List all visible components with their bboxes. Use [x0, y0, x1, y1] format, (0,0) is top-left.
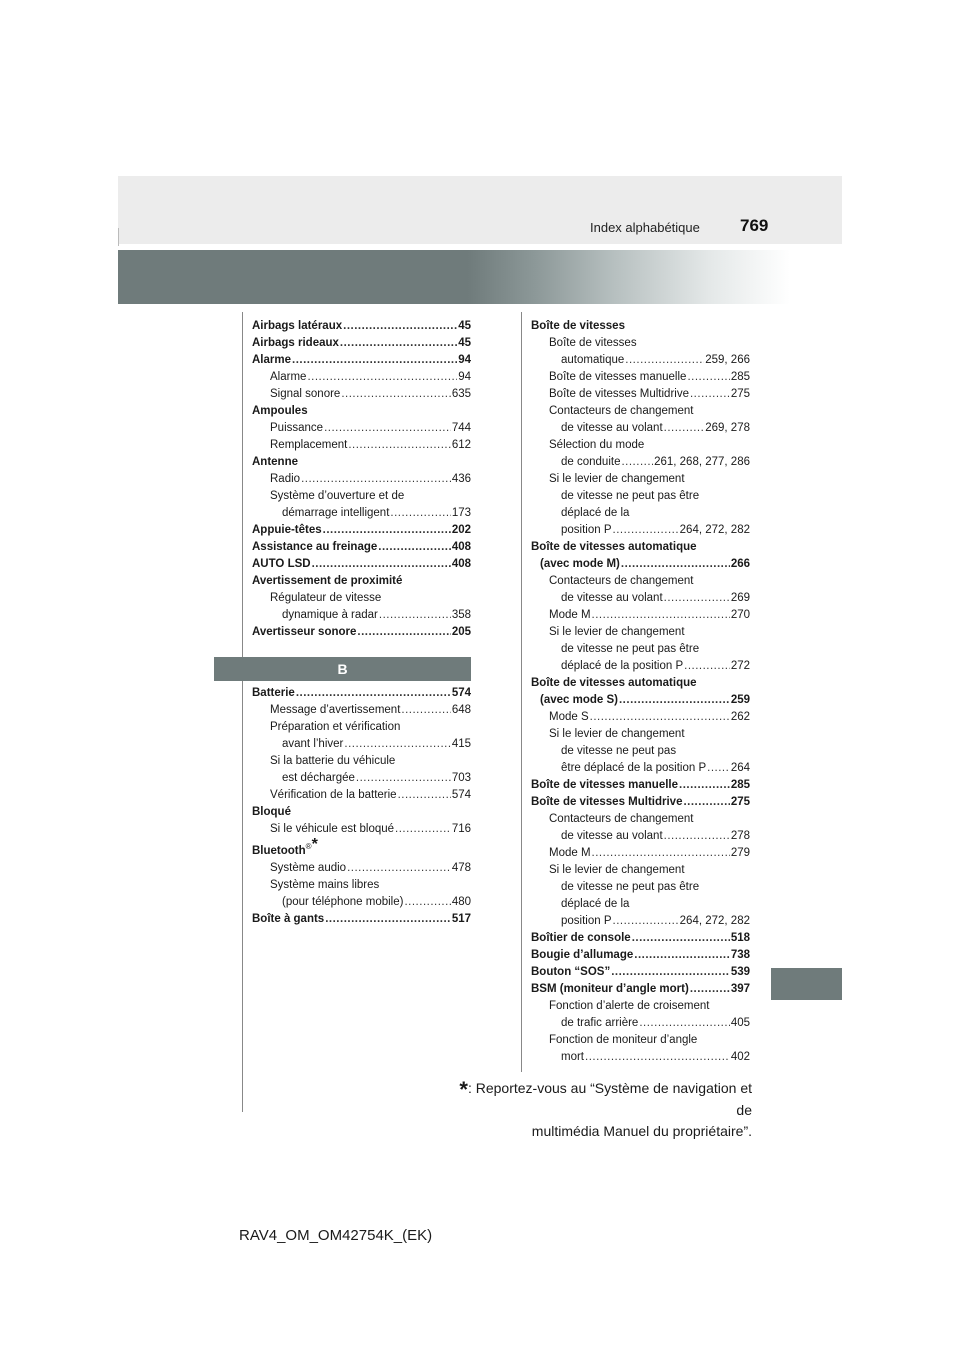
footnote-line-2: multimédia Manuel du propriétaire”.	[531, 1123, 752, 1139]
index-entry-label: avant l’hiver	[282, 738, 344, 750]
index-entry	[252, 624, 471, 641]
index-entry-label: Signal sonore	[270, 388, 341, 400]
index-entry-label: Bloqué	[252, 806, 291, 818]
index-entry	[531, 488, 750, 505]
index-entry-label: Bluetooth	[252, 844, 306, 857]
index-entry-label: de vitesse ne peut pas	[561, 745, 677, 757]
index-entry-label: Si le levier de changement	[549, 728, 685, 740]
index-entry-label: AUTO LSD	[252, 558, 311, 570]
index-entry-label: Airbags rideaux	[252, 337, 339, 349]
index-entry-label: Radio	[270, 473, 301, 485]
dot-leader	[379, 607, 451, 624]
index-entry-page: 275	[730, 388, 750, 400]
index-entry	[252, 505, 471, 522]
index-entry	[531, 1049, 750, 1066]
dot-leader	[690, 386, 730, 403]
index-entry	[531, 845, 750, 862]
index-entry-label: Boîte de vitesses manuelle	[531, 779, 679, 791]
dot-leader	[690, 981, 730, 998]
index-entry-label: Antenne	[252, 456, 298, 468]
index-entry-page: 405	[730, 1017, 750, 1029]
index-entry-page: 45	[458, 337, 471, 349]
index-entry	[252, 894, 471, 911]
index-entry-page: 261, 268, 277, 286	[654, 456, 750, 468]
dot-leader	[343, 318, 457, 335]
index-entry-page: 397	[730, 983, 750, 995]
index-entry-page: 259	[730, 694, 750, 706]
index-entry-label: Boîte à gants	[252, 912, 325, 925]
index-entry	[252, 736, 471, 753]
index-entry	[531, 403, 750, 420]
index-entry-page: 279	[730, 847, 750, 859]
index-entry-label: Si le levier de changement	[549, 473, 685, 485]
dot-leader	[357, 624, 450, 641]
index-entry-page: 45	[458, 320, 471, 332]
index-entry	[531, 658, 750, 675]
index-entry-label: est déchargée	[282, 772, 355, 784]
index-entry-label: Fonction de moniteur d’angle	[549, 1034, 698, 1046]
footnote-star-marker: *	[311, 836, 318, 853]
dot-leader	[613, 522, 679, 539]
index-entry-page: 648	[451, 704, 471, 716]
index-entry-page: 612	[451, 439, 471, 451]
index-entry-label: Boîte de vitesses Multidrive	[531, 796, 683, 808]
index-entry-label: de vitesse au volant	[561, 592, 663, 604]
index-entry-label: Système audio	[270, 861, 347, 874]
dot-leader	[590, 709, 730, 726]
dot-leader	[307, 369, 457, 386]
index-entry	[531, 556, 750, 573]
index-entry-label: Message d’avertissement	[270, 704, 401, 716]
dot-leader	[621, 556, 730, 573]
index-entry-page: 262	[730, 711, 750, 723]
index-entry	[252, 369, 471, 386]
index-entry-page: 205	[451, 626, 471, 638]
index-entry	[531, 981, 750, 998]
index-entry-label: démarrage intelligent	[282, 507, 390, 519]
dot-leader	[639, 1015, 729, 1032]
index-entry-page: 358	[451, 609, 471, 621]
index-entry	[531, 641, 750, 658]
index-entry-label: position P	[561, 915, 612, 927]
index-entry	[531, 947, 750, 964]
index-entry	[531, 896, 750, 913]
index-entry-label: Remplacement	[270, 439, 348, 451]
index-entry-label: de conduite	[561, 456, 621, 468]
index-entry-label: (avec mode M)	[540, 558, 620, 570]
dot-leader	[585, 1049, 730, 1066]
index-entry-page: 278	[730, 830, 750, 842]
index-entry	[531, 794, 750, 811]
dot-leader	[395, 821, 451, 838]
index-entry	[252, 838, 471, 860]
index-entry	[252, 590, 471, 607]
index-entry	[252, 335, 471, 352]
index-entry-label: Sélection du mode	[549, 439, 645, 451]
dot-leader	[292, 352, 457, 369]
dot-leader	[684, 658, 730, 675]
index-column-left	[252, 318, 471, 641]
index-entry-page: 269, 278	[705, 422, 750, 434]
section-letter-b: B	[214, 657, 471, 681]
index-entry-page: 408	[451, 541, 471, 553]
index-entry	[252, 488, 471, 505]
index-entry	[252, 860, 471, 877]
index-entry-page: 270	[730, 609, 750, 621]
index-entry-label: Mode M	[549, 609, 591, 621]
index-entry	[252, 702, 471, 719]
chapter-tab	[771, 968, 842, 1000]
index-entry-page: 738	[730, 949, 750, 961]
index-entry-label: Si la batterie du véhicule	[270, 755, 396, 767]
index-entry-page: 574	[451, 789, 471, 801]
index-entry-page: 264, 272, 282	[679, 524, 750, 536]
index-entry-label: Boîte de vitesses automatique	[531, 677, 697, 689]
index-entry-label: Système d’ouverture et de	[270, 490, 405, 502]
index-entry-label: Contacteurs de changement	[549, 813, 694, 825]
index-entry	[531, 454, 750, 471]
index-entry-label: de vitesse ne peut pas être	[561, 643, 700, 655]
index-entry	[252, 454, 471, 471]
index-entry-label: Si le levier de changement	[549, 626, 685, 638]
index-entry-label: Boîte de vitesses automatique	[531, 541, 697, 553]
index-entry-label: position P	[561, 524, 612, 536]
index-entry	[252, 719, 471, 736]
index-entry	[531, 726, 750, 743]
dot-leader	[347, 860, 451, 877]
footnote	[440, 1078, 752, 1142]
dot-leader	[401, 702, 450, 719]
footnote-line-1: : Reportez-vous au “Système de navigation et de	[467, 1080, 752, 1118]
dot-leader	[378, 539, 451, 556]
column-rule-left	[242, 312, 243, 1112]
index-entry-label: être déplacé de la position P	[561, 762, 707, 774]
index-entry-page: 264, 272, 282	[679, 915, 750, 927]
index-entry-label: Bouton “SOS”	[531, 966, 611, 978]
index-entry-page: 436	[451, 473, 471, 485]
index-entry	[531, 692, 750, 709]
dot-leader	[592, 845, 730, 862]
index-entry	[252, 420, 471, 437]
index-entry-label: de vitesse ne peut pas être	[561, 490, 700, 502]
dot-leader	[679, 777, 730, 794]
index-entry-page: 259, 266	[705, 354, 750, 366]
index-entry	[531, 675, 750, 692]
index-entry	[252, 386, 471, 403]
dot-leader	[664, 590, 730, 607]
index-entry-label: Fonction d’alerte de croisement	[549, 1000, 710, 1012]
index-entry	[531, 913, 750, 930]
index-entry	[531, 539, 750, 556]
index-entry	[531, 828, 750, 845]
index-entry	[252, 804, 471, 821]
index-entry-page: 744	[451, 422, 471, 434]
dot-leader	[398, 787, 451, 804]
index-entry-label: Contacteurs de changement	[549, 575, 694, 587]
index-entry-page: 408	[451, 558, 471, 570]
index-entry-page: 269	[730, 592, 750, 604]
index-entry	[531, 760, 750, 777]
index-entry-page: 94	[458, 354, 471, 366]
index-entry-label: Alarme	[270, 371, 307, 383]
index-entry-label: Batterie	[252, 687, 295, 699]
index-entry-page: 716	[451, 823, 471, 835]
index-entry-label: Airbags latéraux	[252, 320, 343, 332]
index-entry-label: Si le levier de changement	[549, 864, 685, 876]
index-entry-label: Avertissement de proximité	[252, 575, 403, 587]
dot-leader	[312, 556, 451, 573]
index-entry-page: 402	[730, 1051, 750, 1063]
index-entry-label: Alarme	[252, 354, 291, 366]
dot-leader	[390, 505, 450, 522]
registered-mark: ®	[305, 842, 312, 851]
index-entry-page: 480	[451, 895, 471, 908]
index-entry-label: automatique	[561, 354, 625, 366]
document-code: RAV4_OM_OM42754K_(EK)	[239, 1227, 433, 1244]
index-entry	[531, 964, 750, 981]
index-entry	[531, 437, 750, 454]
header-divider	[118, 228, 119, 246]
column-rule-middle	[521, 312, 522, 1072]
index-entry	[252, 352, 471, 369]
index-entry	[252, 877, 471, 894]
index-entry-page: 264	[730, 762, 750, 774]
index-entry-label: BSM (moniteur d’angle mort)	[531, 983, 689, 995]
index-entry-page: 478	[451, 861, 471, 874]
index-entry	[531, 352, 750, 369]
index-entry	[531, 335, 750, 352]
index-column-right	[531, 318, 750, 1066]
index-entry-label: Contacteurs de changement	[549, 405, 694, 417]
index-entry-label: dynamique à radar	[282, 609, 378, 621]
index-entry-label: Boîte de vitesses	[531, 320, 625, 332]
index-entry-page: 285	[730, 371, 750, 383]
dot-leader	[341, 386, 450, 403]
index-entry	[252, 471, 471, 488]
index-entry	[531, 369, 750, 386]
index-entry-label: Boîte de vitesses Multidrive	[549, 388, 689, 400]
index-entry	[252, 911, 471, 928]
dot-leader	[592, 607, 730, 624]
index-entry	[531, 777, 750, 794]
index-entry-label: Mode S	[549, 711, 589, 723]
dot-leader	[634, 947, 730, 964]
index-entry-label: Bougie d’allumage	[531, 949, 634, 961]
index-entry	[531, 318, 750, 335]
index-entry	[531, 709, 750, 726]
index-entry-page: 285	[730, 779, 750, 791]
dot-leader	[619, 692, 730, 709]
index-entry	[252, 556, 471, 573]
index-entry	[252, 821, 471, 838]
dot-leader	[323, 522, 451, 539]
index-entry-label: Puissance	[270, 422, 324, 434]
dot-leader	[707, 760, 730, 777]
index-entry	[531, 998, 750, 1015]
index-entry	[252, 522, 471, 539]
index-entry-label: Boîtier de console	[531, 932, 631, 944]
index-entry-page: 94	[458, 371, 471, 383]
index-entry	[252, 770, 471, 787]
index-entry	[252, 403, 471, 420]
index-entry-label: Préparation et vérification	[270, 721, 401, 733]
index-entry	[531, 930, 750, 947]
dot-leader	[621, 454, 653, 471]
dot-leader	[664, 828, 730, 845]
index-entry	[252, 607, 471, 624]
dot-leader	[632, 930, 730, 947]
dot-leader	[301, 471, 451, 488]
index-entry-page: 574	[451, 687, 471, 699]
index-entry-label: de vitesse ne peut pas être	[561, 881, 700, 893]
index-entry	[531, 607, 750, 624]
header-band	[118, 176, 842, 244]
index-entry-label: mort	[561, 1051, 584, 1063]
dot-leader	[683, 794, 729, 811]
index-entry-page: 635	[451, 388, 471, 400]
index-entry	[531, 743, 750, 760]
page-title: Index alphabétique	[590, 220, 700, 235]
section-gradient-bar	[118, 250, 790, 304]
dot-leader	[664, 420, 705, 437]
index-entry-label: de vitesse au volant	[561, 830, 663, 842]
index-entry	[252, 573, 471, 590]
index-entry	[531, 522, 750, 539]
index-entry-page: 415	[451, 738, 471, 750]
index-entry-label: Vérification de la batterie	[270, 789, 397, 801]
index-entry-page: 703	[451, 772, 471, 784]
index-entry-label: Assistance au freinage	[252, 541, 378, 553]
index-entry	[252, 685, 471, 702]
index-entry	[531, 386, 750, 403]
dot-leader	[611, 964, 730, 981]
index-entry-label: de vitesse au volant	[561, 422, 663, 434]
index-entry	[531, 1015, 750, 1032]
index-entry-label: Mode M	[549, 847, 591, 859]
index-entry-page: 272	[730, 660, 750, 672]
index-entry	[531, 879, 750, 896]
index-entry	[252, 539, 471, 556]
index-entry-label: Si le véhicule est bloqué	[270, 823, 395, 835]
index-entry	[531, 624, 750, 641]
index-entry	[531, 573, 750, 590]
index-column-left-b	[252, 685, 471, 928]
index-entry-label: Ampoules	[252, 405, 308, 417]
index-entry-label: déplacé de la	[561, 507, 630, 519]
index-entry	[531, 1032, 750, 1049]
index-entry	[252, 318, 471, 335]
index-entry-label: (pour téléphone mobile)	[282, 895, 404, 908]
index-entry-label: Régulateur de vitesse	[270, 592, 382, 604]
dot-leader	[404, 894, 450, 911]
index-entry	[531, 811, 750, 828]
index-entry-label: Boîte de vitesses manuelle	[549, 371, 687, 383]
index-entry-label: Appuie-têtes	[252, 524, 322, 536]
index-entry-page: 518	[730, 932, 750, 944]
index-entry-page: 539	[730, 966, 750, 978]
index-entry-page: 266	[730, 558, 750, 570]
index-entry	[531, 590, 750, 607]
index-entry-page: 173	[451, 507, 471, 519]
index-entry-label: de trafic arrière	[561, 1017, 639, 1029]
index-entry	[531, 505, 750, 522]
footnote-star: *	[459, 1077, 468, 1102]
index-entry-label: (avec mode S)	[540, 694, 618, 706]
index-entry	[252, 753, 471, 770]
dot-leader	[325, 911, 451, 928]
index-entry-page: 517	[451, 912, 471, 925]
index-entry-label: Boîte de vitesses	[549, 337, 637, 349]
page-number: 769	[740, 216, 769, 235]
dot-leader	[344, 736, 450, 753]
index-entry-label: Système mains libres	[270, 878, 380, 891]
index-entry-page: 275	[730, 796, 750, 808]
index-entry	[531, 420, 750, 437]
index-entry	[252, 787, 471, 804]
index-entry-label: Avertisseur sonore	[252, 626, 357, 638]
dot-leader	[296, 685, 451, 702]
index-entry-label: déplacé de la	[561, 898, 630, 910]
index-entry	[531, 471, 750, 488]
dot-leader	[625, 352, 704, 369]
dot-leader	[687, 369, 729, 386]
index-entry-page: 202	[451, 524, 471, 536]
dot-leader	[340, 335, 457, 352]
dot-leader	[613, 913, 679, 930]
dot-leader	[348, 437, 450, 454]
index-entry	[531, 862, 750, 879]
index-entry	[252, 437, 471, 454]
dot-leader	[356, 770, 451, 787]
index-entry-label: déplacé de la position P	[561, 660, 684, 672]
dot-leader	[324, 420, 451, 437]
